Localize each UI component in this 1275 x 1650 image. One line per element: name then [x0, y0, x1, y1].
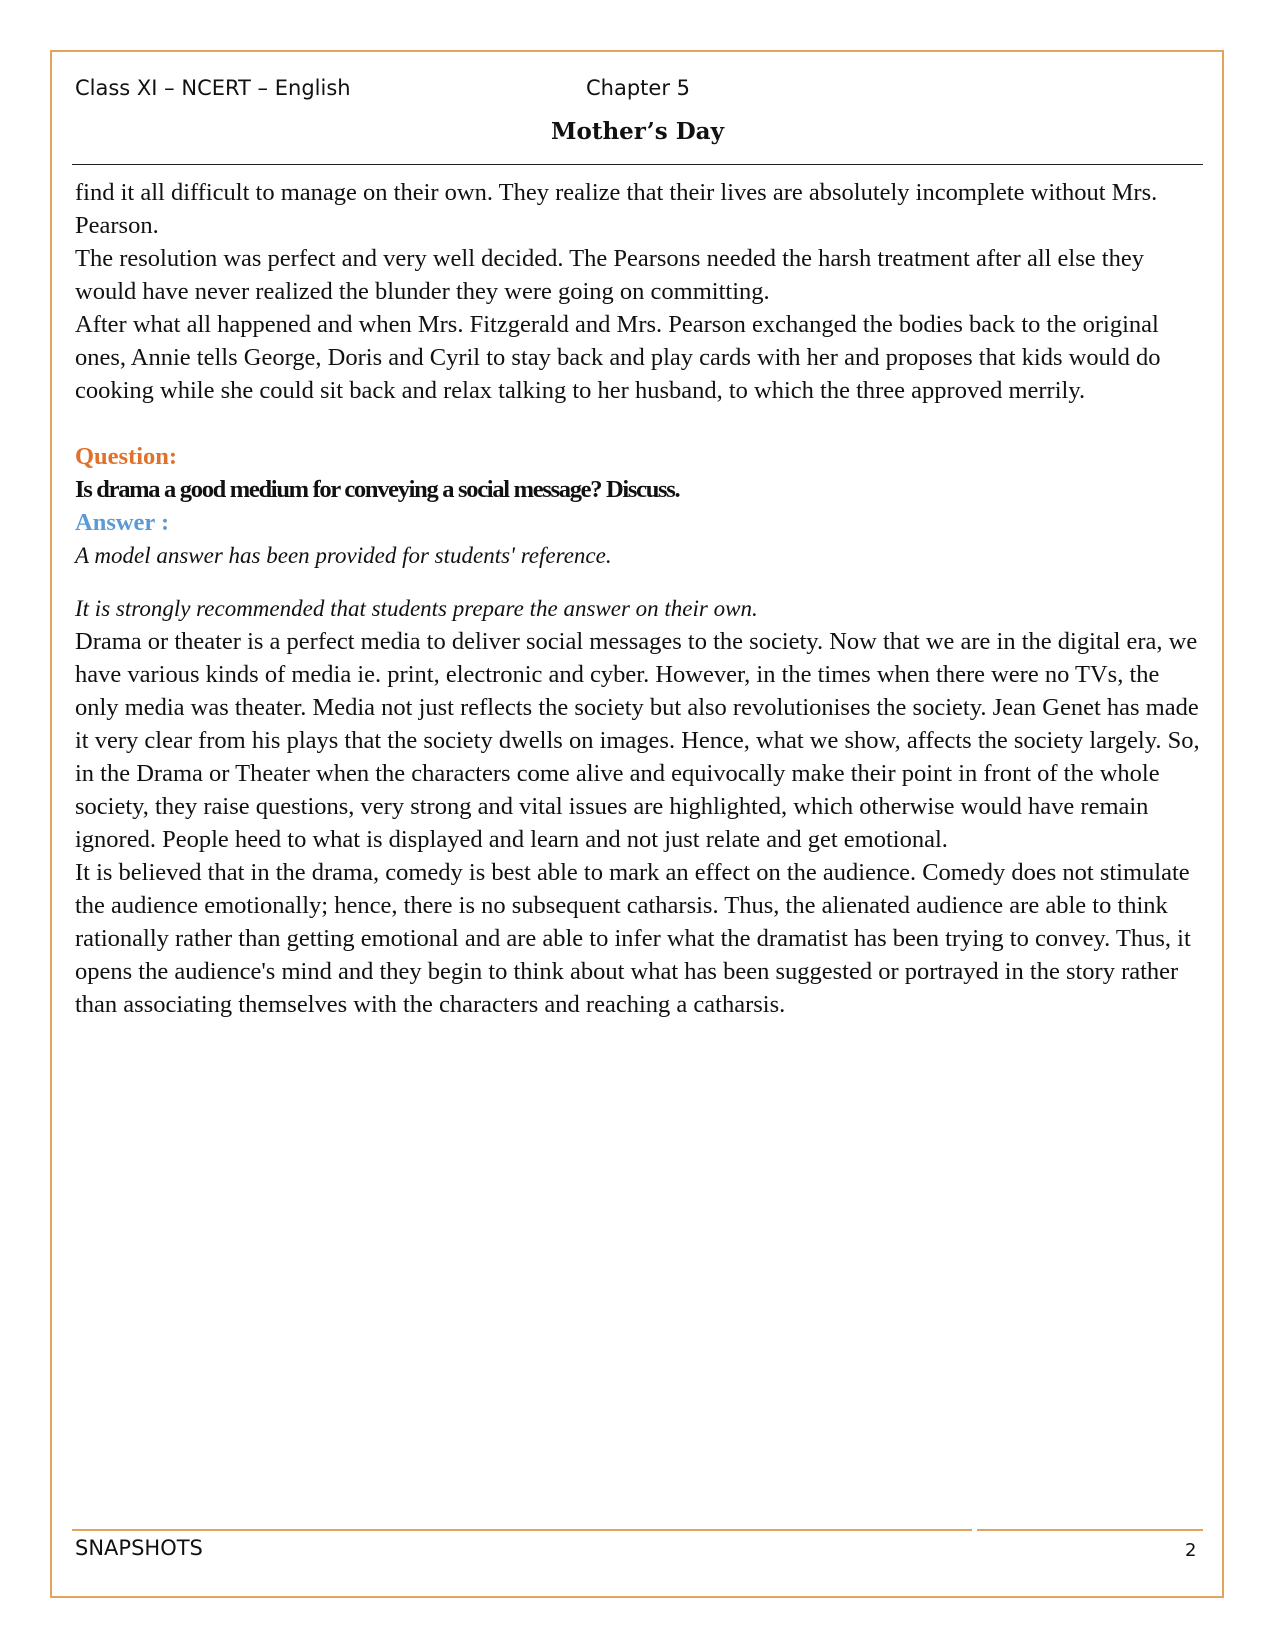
header-chapter-label: Chapter 5 — [586, 76, 690, 100]
question-label: Question: — [75, 443, 178, 470]
footer-divider-right — [977, 1529, 1203, 1531]
answer-label: Answer : — [75, 509, 170, 536]
footer-label: SNAPSHOTS — [75, 1536, 203, 1560]
header-class-label: Class XI – NCERT – English — [75, 76, 351, 100]
answer-paragraph-1: Drama or theater is a perfect media to deliver social messages to the society. Now that we are in the digital era, we have various kinds of media ie. print, electronic and cyber. However, in the times when there were no TVs, the only media was theater. Media not just reflects the society but also revolutionises the society. Jean Genet has made it very clear from his plays that the society dwells on images. Hence, what we show, affects the society largely. So, in the Drama or Theater when the characters come alive and equivocally make their point in front of the whole society, they raise questions, very strong and vital issues are highlighted, which otherwise would have remain ignored. People heed to what is displayed and learn and not just relate and get emotional. — [75, 628, 1200, 853]
recommendation-note: It is strongly recommended that students prepare the answer on their own. — [75, 596, 758, 621]
footer-divider — [72, 1529, 972, 1531]
body-paragraph-3: After what all happened and when Mrs. Fitzgerald and Mrs. Pearson exchanged the bodies back to the original ones, Annie tells George, Doris and Cyril to stay back and play cards with her and proposes that kids would do cooking while she could sit back and relax talking to her husband, to which the three approved merrily. — [75, 311, 1161, 404]
answer-paragraph-2: It is believed that in the drama, comedy is best able to mark an effect on the audience. Comedy does not stimulate the audience emotionally; hence, there is no subsequent catharsis. Thus, the alienated audience are able to think rationally rather than getting emotional and are able to infer what the dramatist has been trying to convey. Thus, it opens the audience's mind and they begin to think about what has been suggested or portrayed in the story rather than associating themselves with the characters and reaching a catharsis. — [75, 859, 1191, 1018]
header-divider — [72, 164, 1203, 165]
spacer — [75, 407, 1205, 440]
spacer — [75, 572, 1205, 592]
model-answer-note: A model answer has been provided for students' reference. — [75, 543, 612, 568]
body-paragraph-1: find it all difficult to manage on their own. They realize that their lives are absolutely incomplete without Mrs. Pearson. — [75, 179, 1158, 239]
chapter-title: Mother’s Day — [551, 118, 724, 145]
page-content — [75, 176, 1205, 1021]
question-text: Is drama a good medium for conveying a social message? Discuss. — [75, 476, 680, 503]
page-number: 2 — [1185, 1540, 1197, 1561]
body-paragraph-2: The resolution was perfect and very well decided. The Pearsons needed the harsh treatment after all else they would have never realized the blunder they were going on committing. — [75, 245, 1144, 305]
